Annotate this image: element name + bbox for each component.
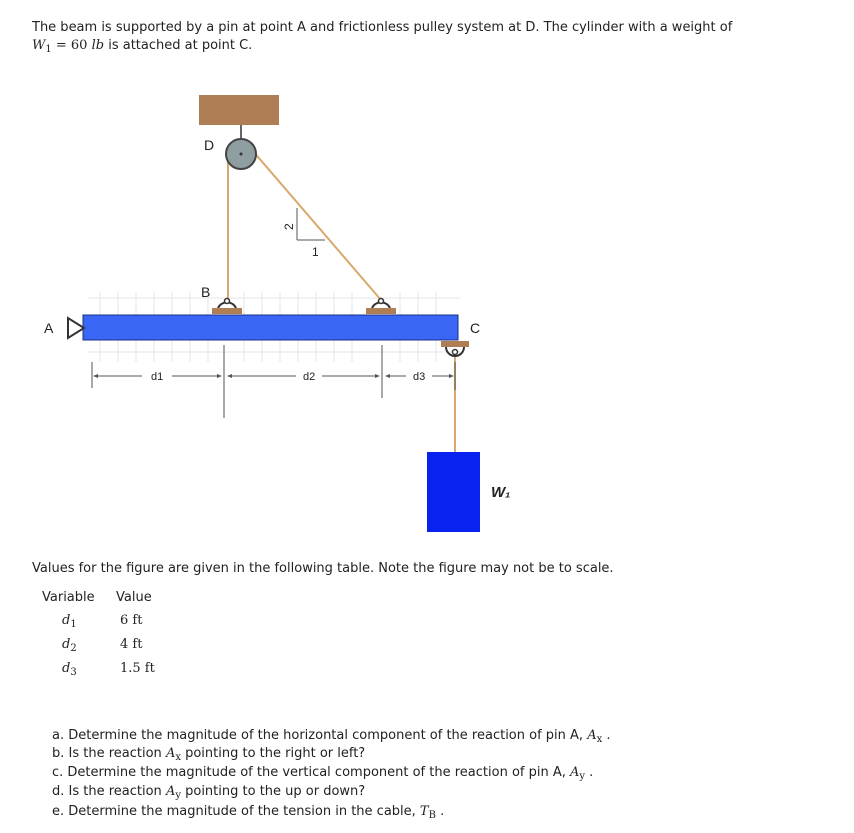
bracket-inclined [366,299,396,315]
weight-label: W₁ [491,484,511,501]
bracket-b [212,299,242,315]
table-header-value: Value [116,590,152,605]
question-a: a. Determine the magnitude of the horizontal component of the reaction of pin A, $A_x$ . [52,728,611,745]
label-d: D [204,137,215,153]
ceiling-block [199,95,279,125]
dim-d2-label: d2 [303,371,316,383]
intro-line-2-rest: is attached at point C. [104,38,253,53]
question-b: b. Is the reaction $A_x$ pointing to the right or left? [52,746,366,763]
dimension-extension-lines [92,345,455,418]
bracket-c [441,341,469,356]
pin-support-a [68,318,84,338]
label-c: C [470,320,481,336]
slope-rise-label: 2 [282,223,296,230]
question-c: c. Determine the magnitude of the vertical component of the reaction of pin A, $A_y$ . [52,765,594,782]
table-row-var [62,636,77,658]
weight-subscript: 1 [45,44,52,55]
table-row-value: 1.5 ft [120,661,155,676]
var-subscript: 1 [70,619,77,630]
hanging-weight [427,452,480,532]
label-b: B [201,284,211,300]
beam [83,315,458,340]
weight-equals: = 60 [51,38,92,53]
pulley-axle [240,153,243,156]
table-header-variable: Variable [42,590,95,605]
slope-triangle [297,208,325,240]
weight-unit: lb [91,38,105,53]
table-note: Values for the figure are given in the following table. Note the figure may not be to scale. [32,561,614,576]
weight-symbol: W [32,38,46,53]
var-subscript: 3 [70,667,77,678]
label-a: A [44,320,54,336]
question-e: e. Determine the magnitude of the tension in the cable, $T_B$ . [52,804,445,821]
table-row-value: 6 ft [120,613,143,628]
question-d: d. Is the reaction $A_y$ pointing to the up or down? [52,784,366,801]
dim-d1-label: d1 [151,371,164,383]
intro-line-1: The beam is supported by a pin at point A and frictionless pulley system at D. The cylinder with a weight of [32,20,733,35]
var-symbol: d [62,661,71,676]
table-row-var [62,612,77,634]
var-symbol: d [62,613,71,628]
var-subscript: 2 [70,643,77,654]
table-row-value: 4 ft [120,637,143,652]
dim-d3-label: d3 [413,371,426,383]
var-symbol: d [62,637,71,652]
table-row-var [62,660,77,682]
slope-run-label: 1 [312,245,319,259]
rope-inclined [252,150,381,300]
